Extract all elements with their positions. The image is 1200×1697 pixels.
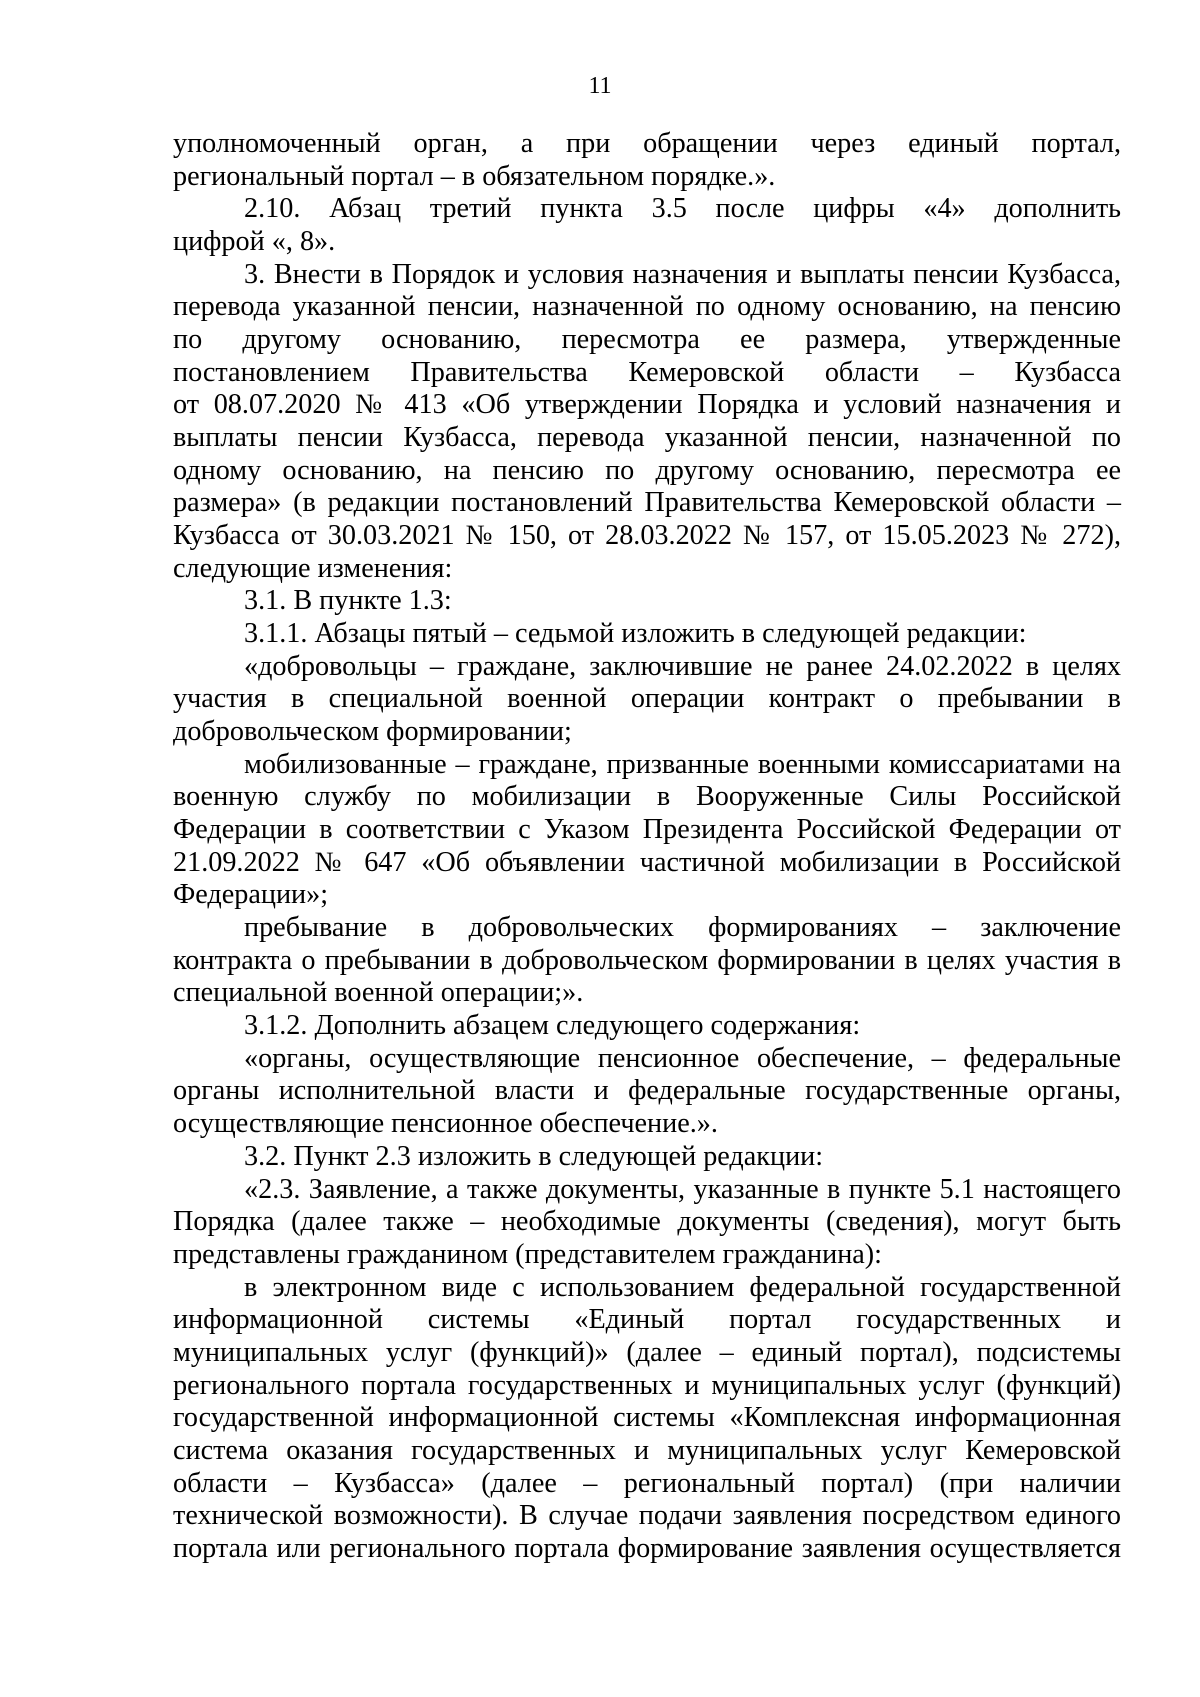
text-line: размера» (в редакции постановлений Правительства Кемеровской области – bbox=[173, 487, 1121, 519]
text-line: одному основанию, на пенсию по другому основанию, пересмотра ее bbox=[173, 454, 1121, 486]
text-line: «добровольцы – граждане, заключившие не ранее 24.02.2022 в целях bbox=[244, 650, 1121, 682]
text-line: информационной системы «Единый портал государственных и bbox=[173, 1304, 1121, 1336]
text-line: перевода указанной пенсии, назначенной по одному основанию, на пенсию bbox=[173, 291, 1121, 323]
text-line: постановлением Правительства Кемеровской области – Кузбасса bbox=[173, 356, 1121, 388]
text-line: выплаты пенсии Кузбасса, перевода указанной пенсии, назначенной по bbox=[173, 422, 1121, 454]
text-line: пребывание в добровольческих формированиях – заключение bbox=[244, 912, 1121, 944]
text-line: следующие изменения: bbox=[173, 552, 453, 584]
text-line: в электронном виде с использованием федеральной государственной bbox=[244, 1271, 1121, 1303]
text-line: специальной военной операции;». bbox=[173, 977, 584, 1009]
text-line: 3.1.2. Дополнить абзацем следующего содержания: bbox=[244, 1010, 861, 1042]
text-line: уполномоченный орган, а при обращении через единый портал, bbox=[173, 128, 1121, 159]
text-line: добровольческом формировании; bbox=[173, 716, 572, 748]
text-line: «2.3. Заявление, а также документы, указанные в пункте 5.1 настоящего bbox=[244, 1173, 1121, 1205]
text-line: «органы, осуществляющие пенсионное обеспечение, – федеральные bbox=[244, 1042, 1121, 1074]
text-line: портала или регионального портала формирование заявления осуществляется bbox=[173, 1532, 1121, 1564]
text-line: региональный портал – в обязательном порядке.». bbox=[173, 160, 776, 192]
page-number: 11 bbox=[588, 73, 612, 99]
text-line: 21.09.2022 № 647 «Об объявлении частичной мобилизации в Российской bbox=[173, 846, 1121, 878]
text-line: по другому основанию, пересмотра ее размера, утвержденные bbox=[173, 324, 1121, 356]
text-line: 3.2. Пункт 2.3 изложить в следующей редакции: bbox=[244, 1140, 824, 1172]
text-line: система оказания государственных и муниципальных услуг Кемеровской bbox=[173, 1434, 1121, 1466]
text-line: государственной информационной системы «Комплексная информационная bbox=[173, 1402, 1121, 1434]
text-line: Федерации»; bbox=[173, 879, 329, 911]
text-line: контракта о пребывании в добровольческом формировании в целях участия в bbox=[173, 944, 1121, 976]
document-body bbox=[173, 128, 1121, 1566]
text-line: от 08.07.2020 № 413 «Об утверждении Порядка и условий назначения и bbox=[173, 389, 1121, 421]
text-line: Федерации в соответствии с Указом Президента Российской Федерации от bbox=[173, 814, 1121, 846]
text-line: 3.1.1. Абзацы пятый – седьмой изложить в следующей редакции: bbox=[244, 618, 1027, 650]
text-line: Порядка (далее также – необходимые документы (сведения), могут быть bbox=[173, 1206, 1121, 1238]
text-line: технической возможности). В случае подачи заявления посредством единого bbox=[173, 1500, 1121, 1532]
text-line: 3.1. В пункте 1.3: bbox=[244, 585, 452, 617]
text-line: муниципальных услуг (функций)» (далее – единый портал), подсистемы bbox=[173, 1336, 1121, 1368]
text-line: 2.10. Абзац третий пункта 3.5 после цифры «4» дополнить bbox=[244, 193, 1121, 225]
text-line: представлены гражданином (представителем гражданина): bbox=[173, 1238, 883, 1270]
text-line: 3. Внести в Порядок и условия назначения и выплаты пенсии Кузбасса, bbox=[244, 258, 1121, 290]
text-line: участия в специальной военной операции контракт о пребывании в bbox=[173, 683, 1121, 715]
text-line: осуществляющие пенсионное обеспечение.». bbox=[173, 1108, 718, 1140]
text-line: мобилизованные – граждане, призванные военными комиссариатами на bbox=[244, 748, 1121, 780]
text-line: области – Кузбасса» (далее – региональный портал) (при наличии bbox=[173, 1467, 1121, 1499]
text-line: органы исполнительной власти и федеральные государственные органы, bbox=[173, 1075, 1121, 1107]
text-line: цифрой «, 8». bbox=[173, 226, 336, 258]
text-line: военную службу по мобилизации в Вооруженные Силы Российской bbox=[173, 781, 1121, 813]
text-line: регионального портала государственных и муниципальных услуг (функций) bbox=[173, 1369, 1121, 1401]
text-line: Кузбасса от 30.03.2021 № 150, от 28.03.2022 № 157, от 15.05.2023 № 272), bbox=[173, 520, 1121, 552]
